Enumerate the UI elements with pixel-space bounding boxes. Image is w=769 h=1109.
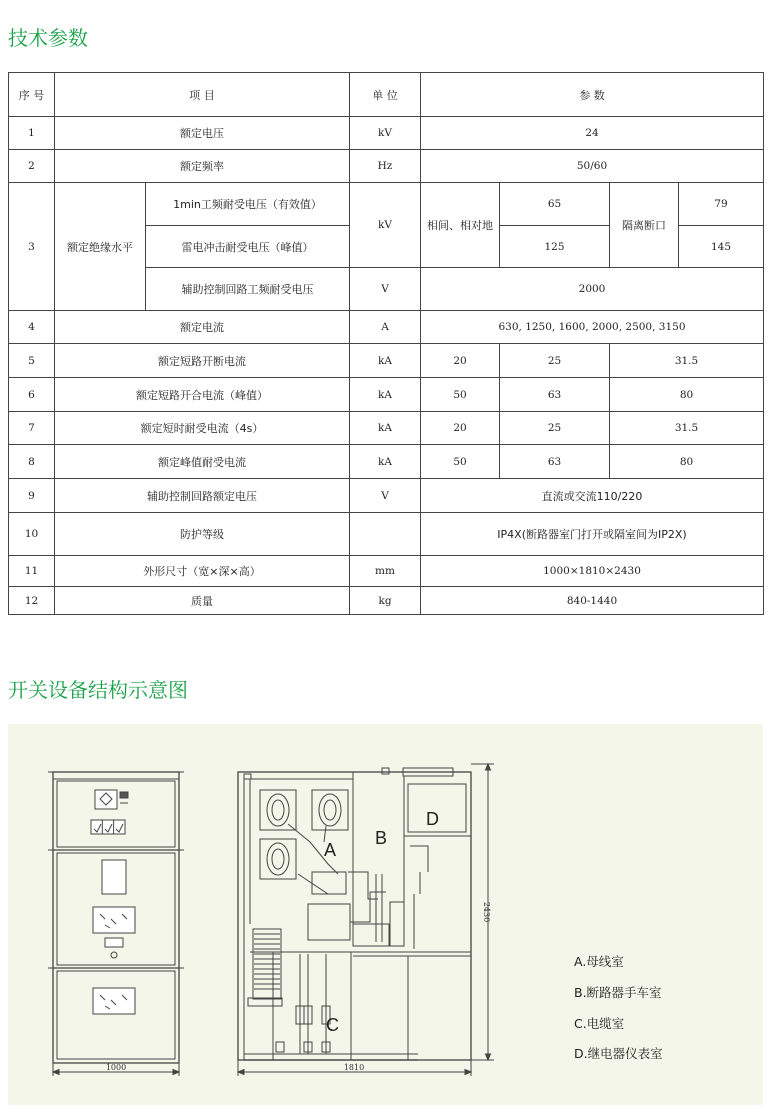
table-row: [9, 445, 764, 479]
row-item: 额定电流: [55, 311, 350, 344]
row-param: 2000: [421, 268, 764, 311]
row-unit: A: [350, 311, 421, 344]
row-item: 辅助控制回路额定电压: [55, 479, 350, 513]
value-cell: 25: [500, 344, 610, 378]
value-cell: 50: [421, 378, 500, 412]
value-cell: 25: [500, 412, 610, 445]
row-unit: kA: [350, 344, 421, 378]
row-item: 额定短路开断电流: [55, 344, 350, 378]
value-cell: 20: [421, 344, 500, 378]
legend-item-b: B.断路器手车室: [574, 985, 662, 1000]
row-no: 10: [9, 513, 55, 556]
spec-table: [8, 72, 764, 615]
row-no: 4: [9, 311, 55, 344]
row-unit: kA: [350, 378, 421, 412]
structure-diagram: [8, 724, 763, 1105]
row-subitem: 1min工频耐受电压（有效值）: [146, 183, 350, 226]
row-subitem: 雷电冲击耐受电压（峰值）: [146, 226, 350, 268]
row-param: IP4X(断路器室门打开或隔室间为IP2X): [421, 513, 764, 556]
value-cell: 79: [679, 183, 764, 226]
table-row: [9, 556, 764, 587]
header-item: 项 目: [55, 73, 350, 117]
table-header-row: [9, 73, 764, 117]
row-item: 防护等级: [55, 513, 350, 556]
value-cell: 31.5: [610, 412, 764, 445]
label-a: A: [324, 840, 337, 860]
row-item: 额定电压: [55, 117, 350, 150]
header-param: 参 数: [421, 73, 764, 117]
table-row: [9, 479, 764, 513]
row-no: 9: [9, 479, 55, 513]
table-row: [9, 311, 764, 344]
row-unit: V: [350, 479, 421, 513]
row-unit: kV: [350, 183, 421, 268]
row-unit: mm: [350, 556, 421, 587]
label-b: B: [375, 828, 388, 848]
table-row: [9, 150, 764, 183]
value-cell: 125: [500, 226, 610, 268]
row-unit: V: [350, 268, 421, 311]
row-item: 额定短路开合电流（峰值）: [55, 378, 350, 412]
row-param: 630, 1250, 1600, 2000, 2500, 3150: [421, 311, 764, 344]
row-no: 2: [9, 150, 55, 183]
row-item: 额定短时耐受电流（4s）: [55, 412, 350, 445]
row-param: 50/60: [421, 150, 764, 183]
row-param: 24: [421, 117, 764, 150]
phase-label: 相间、相对地: [421, 183, 500, 268]
table-row: [9, 587, 764, 615]
label-c: C: [326, 1015, 339, 1035]
value-cell: 63: [500, 378, 610, 412]
row-item: 额定频率: [55, 150, 350, 183]
row-param: 840-1440: [421, 587, 764, 615]
value-cell: 80: [610, 445, 764, 479]
label-d: D: [426, 809, 439, 829]
value-cell: 50: [421, 445, 500, 479]
row-item: 质量: [55, 587, 350, 615]
row-unit: [350, 513, 421, 556]
legend-item-a: A.母线室: [574, 954, 624, 969]
section-title-specs: 技术参数: [8, 26, 88, 50]
row-unit: kV: [350, 117, 421, 150]
legend-item-d: D.继电器仪表室: [574, 1046, 663, 1061]
header-unit: 单 位: [350, 73, 421, 117]
row-no: 3: [9, 183, 55, 311]
table-row: [9, 344, 764, 378]
row-item: 额定峰值耐受电流: [55, 445, 350, 479]
row-no: 11: [9, 556, 55, 587]
value-cell: 80: [610, 378, 764, 412]
header-no: 序 号: [9, 73, 55, 117]
value-cell: 145: [679, 226, 764, 268]
row-no: 5: [9, 344, 55, 378]
row-no: 7: [9, 412, 55, 445]
dim-width-label: 1000: [105, 1063, 127, 1072]
row-unit: kg: [350, 587, 421, 615]
row-unit: Hz: [350, 150, 421, 183]
row-subitem: 辅助控制回路工频耐受电压: [146, 268, 350, 311]
table-row: [9, 378, 764, 412]
value-cell: 31.5: [610, 344, 764, 378]
table-row: [9, 513, 764, 556]
side-view-drawing: [238, 764, 494, 1076]
row-param: 1000×1810×2430: [421, 556, 764, 587]
row-no: 8: [9, 445, 55, 479]
table-row: [9, 183, 764, 226]
legend-item-c: C.电缆室: [574, 1016, 625, 1031]
value-cell: 20: [421, 412, 500, 445]
row-unit: kA: [350, 445, 421, 479]
row-item: 额定绝缘水平: [55, 183, 146, 311]
row-no: 6: [9, 378, 55, 412]
isolation-label: 隔离断口: [610, 183, 679, 268]
row-unit: kA: [350, 412, 421, 445]
row-no: 1: [9, 117, 55, 150]
dim-depth-label: 1810: [343, 1063, 365, 1072]
row-param: 直流或交流110/220: [421, 479, 764, 513]
value-cell: 65: [500, 183, 610, 226]
section-title-structure: 开关设备结构示意图: [8, 678, 188, 702]
front-view-drawing: [48, 772, 184, 1076]
table-row: [9, 117, 764, 150]
value-cell: 63: [500, 445, 610, 479]
row-item: 外形尺寸（宽×深×高）: [55, 556, 350, 587]
dim-height-label: 2430: [482, 901, 491, 923]
table-row: [9, 412, 764, 445]
row-no: 12: [9, 587, 55, 615]
